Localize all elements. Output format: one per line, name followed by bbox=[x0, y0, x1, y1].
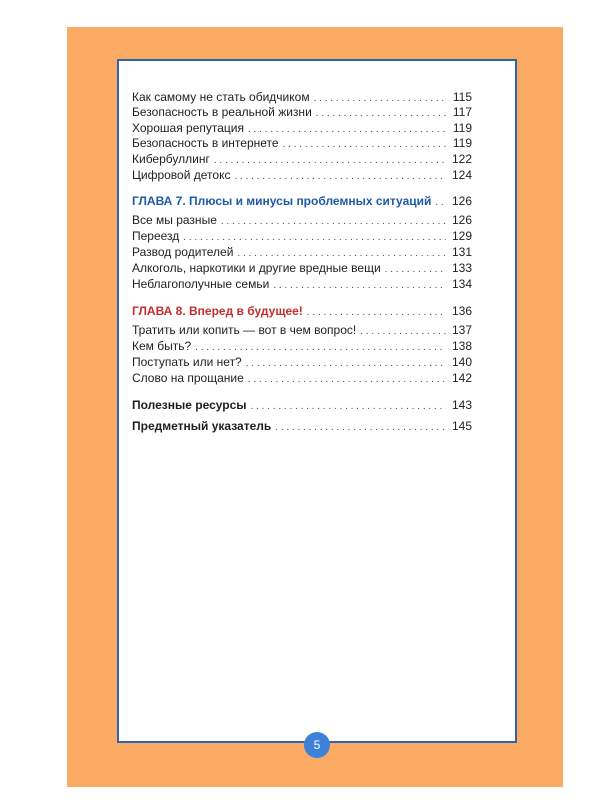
toc-entry-title: Все мы разные bbox=[132, 213, 217, 227]
toc-entry-page: 117 bbox=[452, 105, 472, 119]
toc-chapter-7[interactable] bbox=[132, 192, 472, 210]
toc-leader-dots bbox=[307, 304, 446, 322]
toc-entry-title: Слово на прощание bbox=[132, 371, 244, 385]
toc-entry[interactable] bbox=[132, 369, 472, 387]
toc-entry-title: Алкоголь, наркотики и другие вредные вещи bbox=[132, 261, 381, 275]
toc-entry-page: 119 bbox=[452, 121, 472, 135]
toc-entry-title: Как самому не стать обидчиком bbox=[132, 90, 310, 104]
toc-entry-page: 122 bbox=[451, 152, 472, 166]
toc-entry[interactable] bbox=[132, 275, 472, 293]
toc-leader-dots bbox=[275, 419, 446, 437]
chapter-7-page: 126 bbox=[451, 194, 472, 208]
toc-leader-dots bbox=[251, 398, 446, 416]
toc-entry-title: Неблагополучные семьи bbox=[132, 277, 270, 291]
toc-entry-page: 124 bbox=[451, 168, 472, 182]
toc-entry-title: Тратить или копить — вот в чем вопрос! bbox=[132, 323, 357, 337]
toc-entry-title: Безопасность в реальной жизни bbox=[132, 105, 312, 119]
toc-entry-title: Переезд bbox=[132, 229, 180, 243]
toc-entry-page: 134 bbox=[451, 277, 472, 291]
toc-entry[interactable] bbox=[132, 166, 472, 184]
toc-entry-title: Хорошая репутация bbox=[132, 121, 244, 135]
toc-entry-page: 137 bbox=[451, 323, 472, 337]
toc-entry-title: Поступать или нет? bbox=[132, 355, 242, 369]
toc-entry-page: 140 bbox=[451, 355, 472, 369]
index-page: 145 bbox=[451, 419, 472, 433]
toc-index[interactable] bbox=[132, 417, 472, 435]
toc-entry-page: 142 bbox=[451, 371, 472, 385]
toc-leader-dots bbox=[248, 371, 446, 389]
toc-entry-title: Цифровой детокс bbox=[132, 168, 231, 182]
toc-entry-page: 119 bbox=[452, 136, 472, 150]
toc-leader-dots bbox=[234, 168, 446, 186]
resources-title: Полезные ресурсы bbox=[132, 398, 247, 412]
chapter-7-title: ГЛАВА 7. Плюсы и минусы проблемных ситуаций bbox=[132, 194, 432, 208]
toc-entry-page: 126 bbox=[451, 213, 472, 227]
toc-chapter-8[interactable] bbox=[132, 302, 472, 320]
toc-entry-page: 138 bbox=[451, 339, 472, 353]
toc-entry-title: Кем быть? bbox=[132, 339, 192, 353]
toc-entry-title: Безопасность в интернете bbox=[132, 136, 279, 150]
index-title: Предметный указатель bbox=[132, 419, 272, 433]
toc-entry-title: Кибербуллинг bbox=[132, 152, 210, 166]
toc-entry-page: 131 bbox=[451, 245, 472, 259]
toc-entry-page: 133 bbox=[451, 261, 472, 275]
chapter-8-title: ГЛАВА 8. Вперед в будущее! bbox=[132, 304, 303, 318]
toc-entry-page: 115 bbox=[452, 90, 472, 104]
toc-entry-title: Развод родителей bbox=[132, 245, 234, 259]
page-number-badge: 5 bbox=[304, 732, 330, 758]
toc-leader-dots bbox=[273, 277, 446, 295]
resources-page: 143 bbox=[451, 398, 472, 412]
toc-leader-dots bbox=[435, 194, 446, 212]
toc-resources[interactable] bbox=[132, 396, 472, 414]
toc-entry-page: 129 bbox=[451, 229, 472, 243]
chapter-8-page: 136 bbox=[451, 304, 472, 318]
